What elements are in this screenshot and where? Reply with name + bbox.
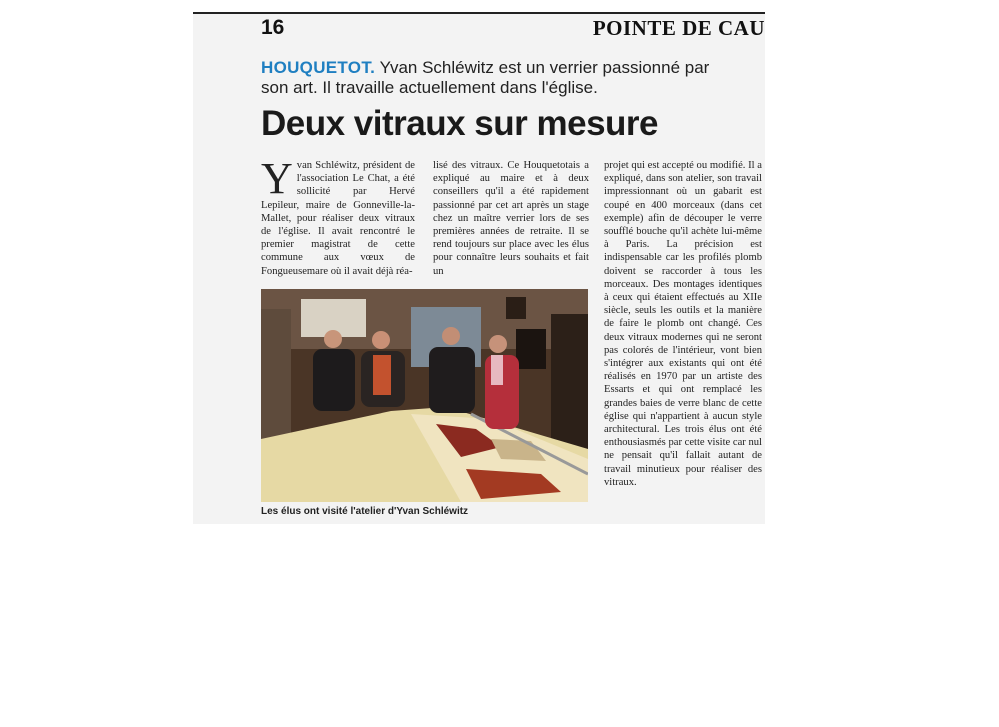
article-column-1 [261,154,415,278]
article-lead [261,58,731,98]
article-kicker: HOUQUETOT. [261,58,376,77]
drop-cap: Y [261,154,293,203]
photo-caption: Les élus ont visité l'atelier d'Yvan Schléwitz [261,506,469,517]
column-1-text: van Schléwitz, président de l'association Le Chat, a été sollicité par Hervé Lepileur, maire de Gonneville-la-Mallet, pour réaliser deux vitraux de l'église. Il avait rencontré le premier magistrat de cette commune aux vœux de Fongueusemare où il avait déjà réa- [261,160,415,277]
section-title: POINTE DE CAU [592,16,765,40]
article-photo [261,289,588,502]
page-number: 16 [261,16,285,39]
article-headline: Deux vitraux sur mesure [261,104,659,143]
lead-text: Yvan Schléwitz est un verrier passionné par son art. Il travaille actuellement dans l'église. [261,58,710,97]
top-rule [193,12,765,14]
newspaper-clipping [193,12,765,524]
article-column-3: projet qui est accepté ou modifié. Il a expliqué, dans son atelier, son travail impressionnant où un gabarit est coupé en 400 morceaux (dans cet exemple) afin de découper le verre soufflé bouche qu'il achète lui-même à Paris. La précision est indispensable car les profilés plomb doivent se raccorder à tous les morceaux. Des montages identiques à ceux qui étaient effectués au XIIe siècle, seuls les outils et la manière de faire le plomb ont changé. Ces deux vitraux modernes qui ne seront pas colorés de l'intérieur, vont bien s'intégrer aux existants qui ont été réalisés en 1970 par un artiste des Essarts et qui ont remplacé les grandes baies de verre blanc de cette église qui n'appartient à aucun style architectural. Les trois élus ont été enthousiasmés par cette visite car nul ne pensait qu'il fallait autant de travail minutieux pour réaliser des vitraux. [604,160,762,488]
article-column-2: lisé des vitraux. Ce Houquetotais a expliqué au maire et à deux conseillers qu'il a été rapidement passionné par cet art après un stage chez un maître verrier lors de ses premières années de retraite. Il se rend toujours sur place avec les élus pour connaître leurs souhaits et fait un [433,160,589,277]
